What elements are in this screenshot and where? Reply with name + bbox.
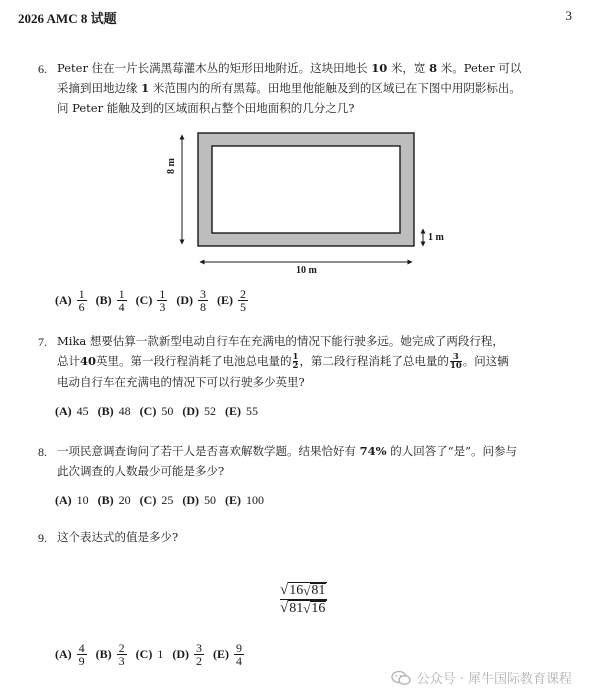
q6-choice-c[interactable]: (C) $\frac{1}{3}$: [135, 287, 166, 314]
q8-line-1: 一项民意调查询问了若干人是否喜欢解数学题。结果恰好有 74% 的人回答了“是”。问参与: [57, 444, 518, 458]
q8-choice-e[interactable]: (E) 100: [225, 493, 265, 507]
q7-choice-c[interactable]: (C) 50: [139, 404, 174, 418]
q8-choice-b[interactable]: (B) 20: [97, 493, 131, 507]
label-height: 8 m: [166, 158, 177, 174]
q8-line-2: 此次调查的人数最少可能是多少?: [57, 464, 225, 478]
denominator-radical: √ 81 √ 16: [280, 600, 326, 616]
q7-line-1: Mika 想要估算一款新型电动自行车在充满电的情况下能行驶多远。她完成了两段行程，: [57, 334, 504, 348]
q9-choice-e[interactable]: (E) $\frac{9}{4}$: [213, 641, 243, 668]
q7-choice-b[interactable]: (B) 48: [97, 404, 131, 418]
q6-field-diagram: [160, 125, 450, 285]
q6-number: 6.: [38, 62, 47, 76]
q8-number: 8.: [38, 445, 47, 459]
q9-line-1: 这个表达式的值是多少?: [57, 530, 179, 544]
q9-expression: [280, 582, 327, 617]
q9-number: 9.: [38, 531, 47, 545]
q6-choice-a[interactable]: (A) $\frac{1}{6}$: [55, 287, 85, 314]
q7-choice-e[interactable]: (E) 55: [225, 404, 259, 418]
numerator-radical: √ 16 √ 81: [280, 582, 326, 598]
watermark: [391, 668, 572, 687]
q7-choice-d[interactable]: (D) 52: [182, 404, 217, 418]
q8-choice-c[interactable]: (C) 25: [139, 493, 174, 507]
q6-choice-b[interactable]: (B) $\frac{1}{4}$: [95, 287, 125, 314]
q6-line-1: Peter 住在一片长满黑莓灌木丛的矩形田地附近。这块田地长 10 米，宽 8 米。Peter 可以: [57, 61, 522, 75]
q7-line-2: 总计 40 英里。第一段行程消耗了电池总电量的 1 2 ，第二段行程消耗了总电量的 3 10 。问这辆: [57, 352, 509, 371]
q7-line-3: 电动自行车在充满电的情况下可以行驶多少英里?: [57, 375, 305, 389]
q6-choice-d[interactable]: (D) $\frac{3}{8}$: [176, 287, 207, 314]
q7-number: 7.: [38, 335, 47, 349]
page-header-title: 2026 AMC 8 试题: [18, 11, 117, 26]
q9-choice-b[interactable]: (B) $\frac{2}{3}$: [95, 641, 125, 668]
q7-choice-a[interactable]: (A) 45: [55, 404, 89, 418]
q6-line-3: 问 Peter 能触及到的区域面积占整个田地面积的几分之几?: [57, 101, 355, 115]
page-number: 3: [565, 8, 572, 23]
q6-choice-e[interactable]: (E) $\frac{2}{5}$: [217, 287, 247, 314]
field-inner-area: [212, 146, 400, 233]
q8-choice-d[interactable]: (D) 50: [182, 493, 217, 507]
q9-choices: [55, 642, 253, 667]
q8-choice-a[interactable]: (A) 10: [55, 493, 89, 507]
label-border: 1 m: [428, 232, 444, 243]
watermark-text: 公众号 · 犀牛国际教育课程: [416, 672, 572, 687]
q8-choices: [55, 493, 273, 508]
q7-choices: [55, 404, 267, 419]
label-width: 10 m: [296, 265, 317, 276]
q6-line-2: 采摘到田地边缘 1 米范围内的所有黑莓。田地里他能触及到的区域已在下图中用阴影标出。: [57, 81, 521, 95]
wechat-icon: [391, 670, 411, 686]
q6-choices: [55, 288, 257, 313]
q9-choice-a[interactable]: (A) $\frac{4}{9}$: [55, 641, 85, 668]
q9-choice-d[interactable]: (D) $\frac{3}{2}$: [172, 641, 203, 668]
q9-choice-c[interactable]: (C) 1: [135, 647, 164, 661]
